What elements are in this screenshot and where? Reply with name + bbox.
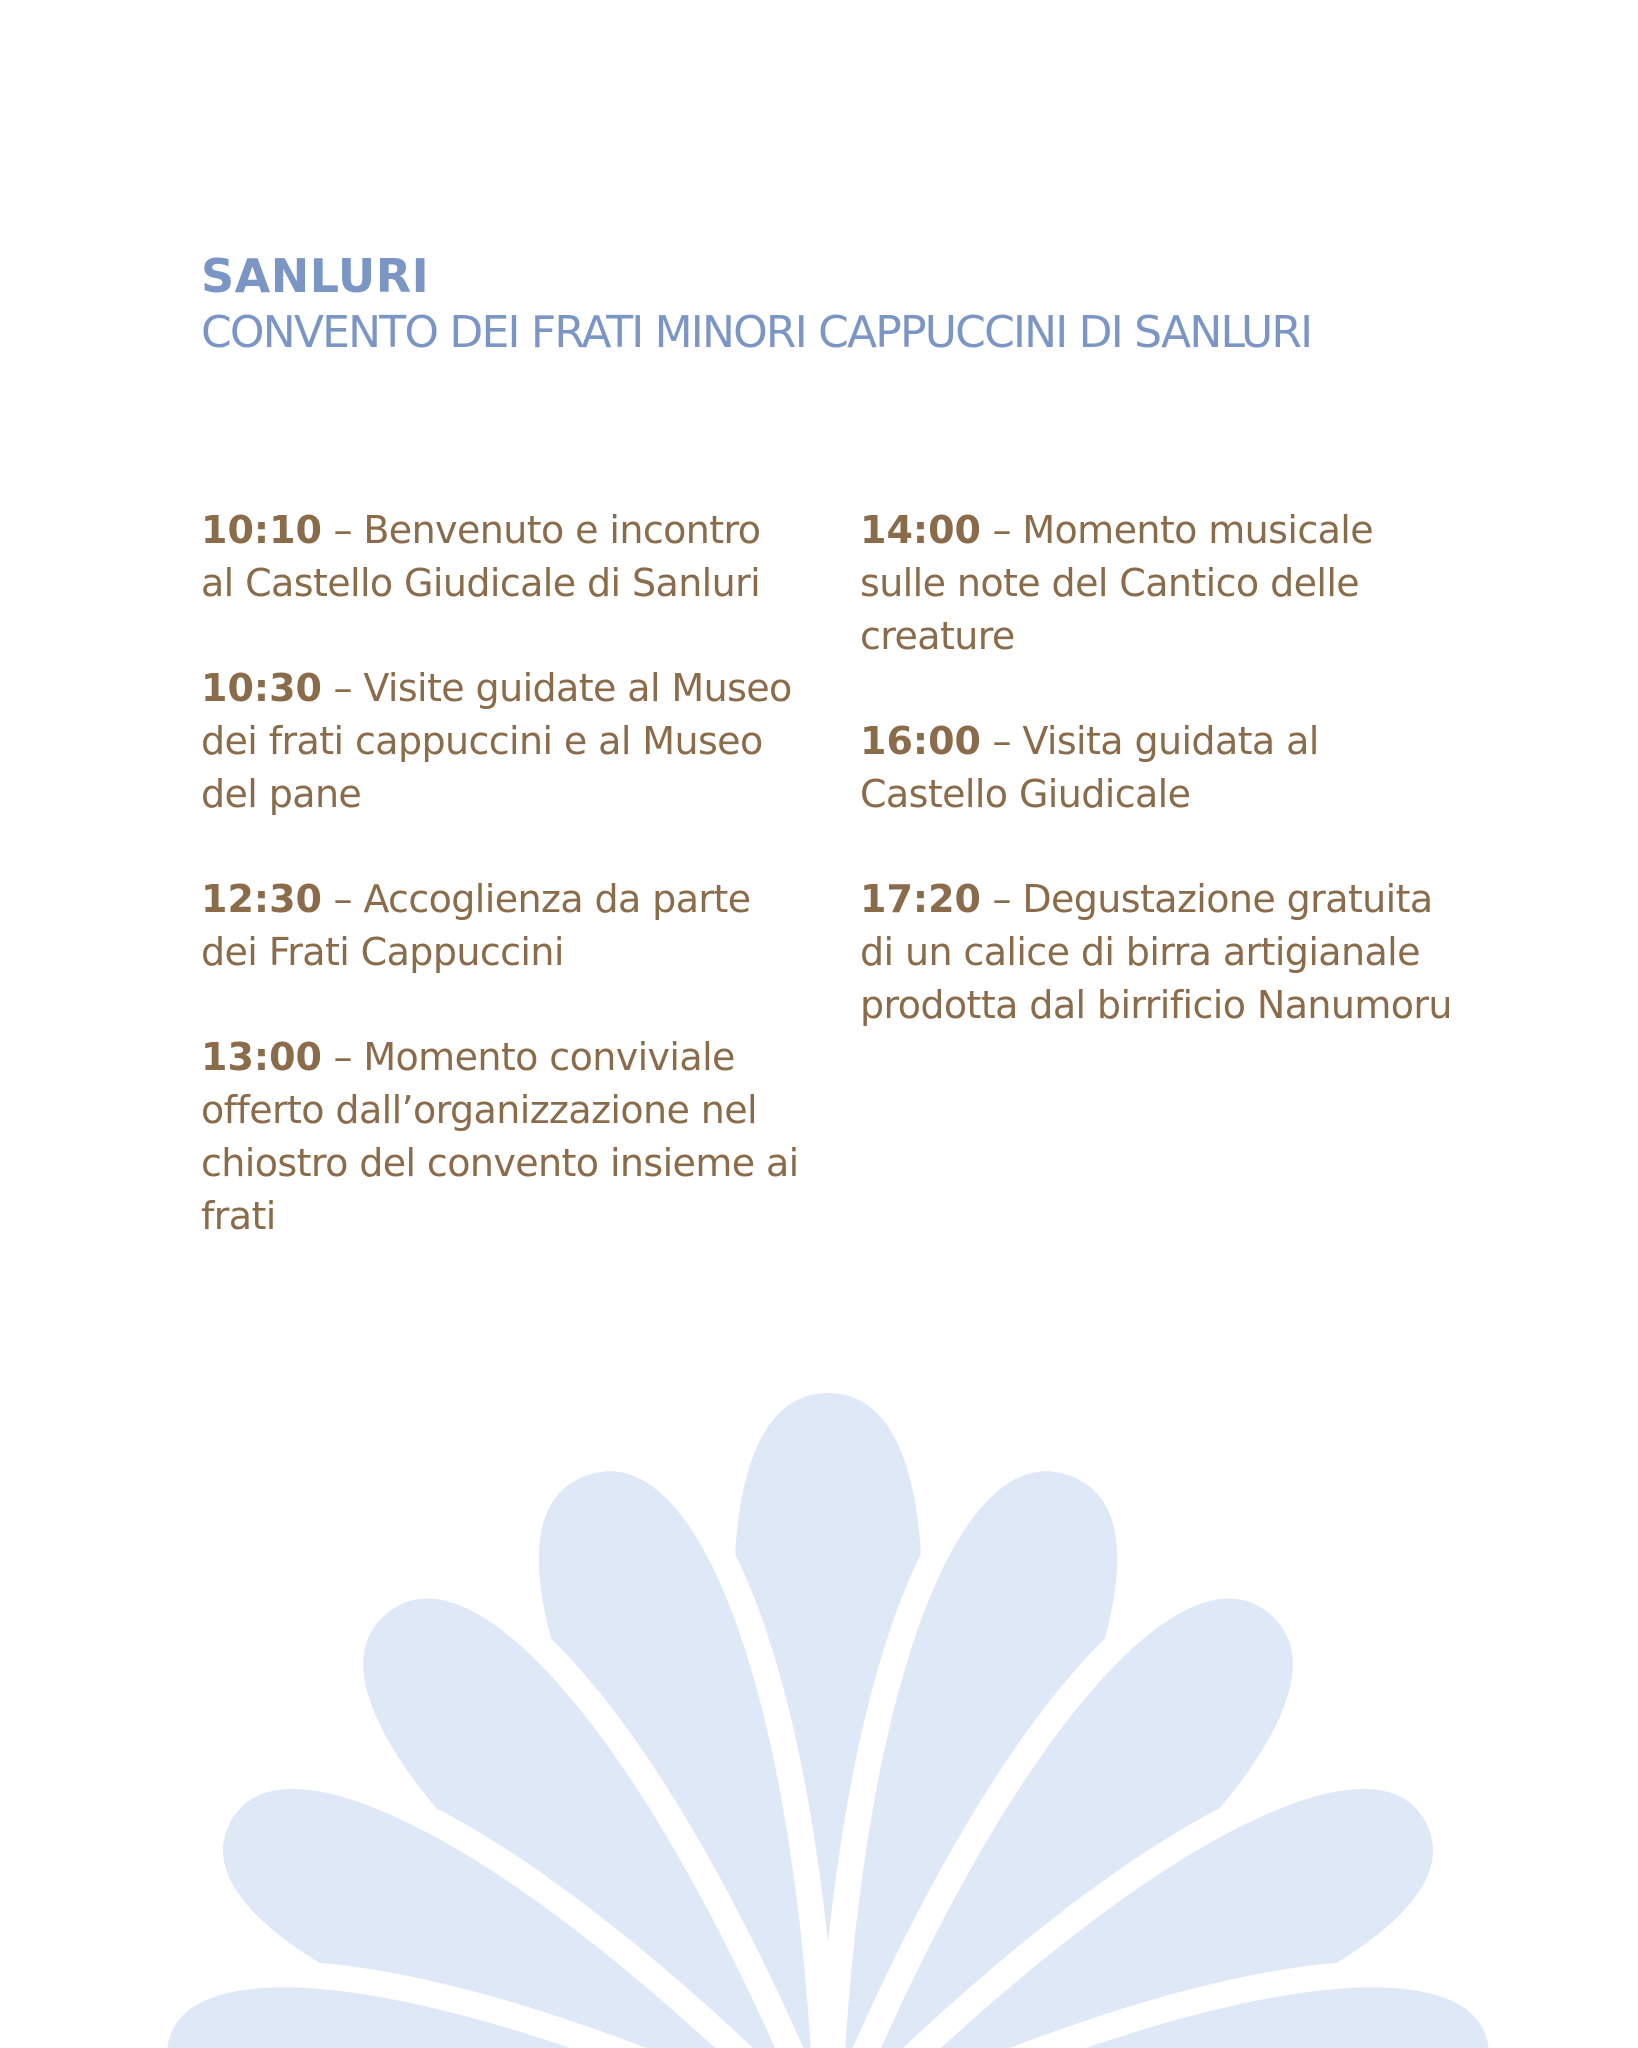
schedule-item bbox=[860, 873, 1460, 1032]
schedule-separator: – bbox=[980, 508, 1023, 552]
schedule-item-time: 14:00 bbox=[860, 508, 981, 552]
schedule-item-time: 16:00 bbox=[860, 719, 981, 763]
schedule-item-time: 13:00 bbox=[201, 1035, 322, 1079]
schedule-separator: – bbox=[321, 666, 364, 710]
schedule-separator: – bbox=[980, 719, 1023, 763]
schedule-item bbox=[201, 662, 801, 821]
schedule-column-right bbox=[860, 504, 1460, 1084]
schedule-item-time: 17:20 bbox=[860, 877, 981, 921]
schedule-item-text: Visite guidate al Museo dei frati cappuccini e al Museo del pane bbox=[201, 666, 792, 816]
schedule-item-text: Benvenuto e incontro al Castello Giudicale di Sanluri bbox=[201, 508, 761, 605]
schedule-item bbox=[201, 1031, 801, 1243]
schedule-item-text: Accoglienza da parte dei Frati Cappuccini bbox=[201, 877, 751, 974]
city-title: SANLURI bbox=[201, 249, 430, 303]
schedule-item bbox=[860, 715, 1460, 821]
schedule-item-time: 10:30 bbox=[201, 666, 322, 710]
schedule-item bbox=[201, 504, 801, 610]
schedule-item-text: Visita guidata al Castello Giudicale bbox=[860, 719, 1319, 816]
schedule-item-time: 10:10 bbox=[201, 508, 322, 552]
schedule-separator: – bbox=[980, 877, 1023, 921]
schedule-item-text: Degustazione gratuita di un calice di birra artigianale prodotta dal birrificio Nanumoru bbox=[860, 877, 1452, 1027]
schedule-separator: – bbox=[321, 1035, 364, 1079]
schedule-item bbox=[860, 504, 1460, 663]
schedule-separator: – bbox=[321, 877, 364, 921]
schedule-item bbox=[201, 873, 801, 979]
schedule-item-text: Momento conviviale offerto dall’organizzazione nel chiostro del convento insieme ai frati bbox=[201, 1035, 799, 1238]
schedule-item-time: 12:30 bbox=[201, 877, 322, 921]
venue-subtitle: CONVENTO DEI FRATI MINORI CAPPUCCINI DI SANLURI bbox=[201, 307, 1312, 358]
schedule-item-text: Momento musicale sulle note del Cantico delle creature bbox=[860, 508, 1374, 658]
schedule-separator: – bbox=[321, 508, 364, 552]
schedule-column-left bbox=[201, 504, 801, 1295]
page-header bbox=[201, 248, 1501, 362]
